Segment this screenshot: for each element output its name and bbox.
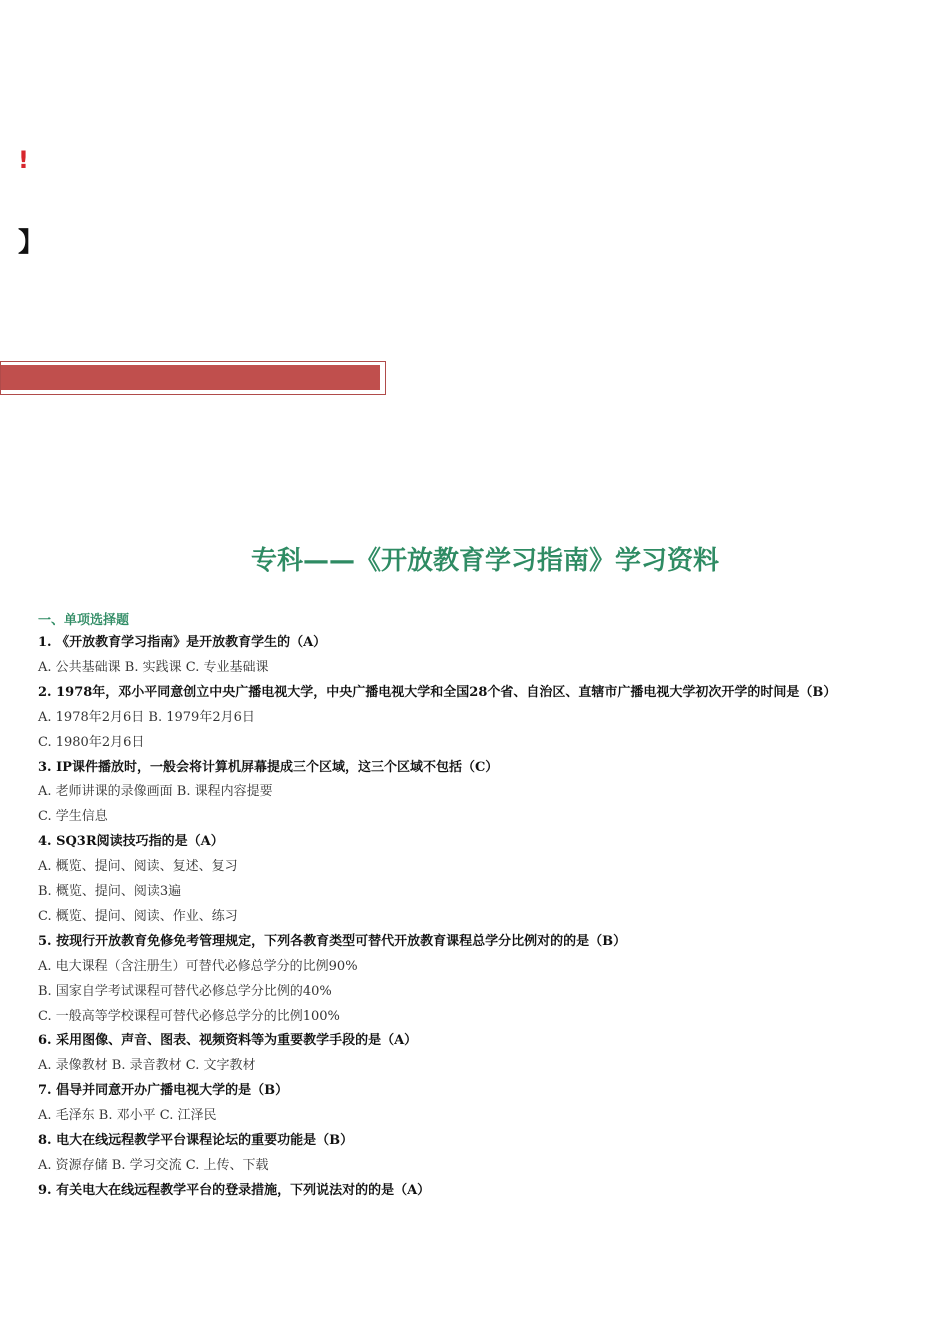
option-line: B. 概览、提问、阅读3遍 <box>38 884 182 899</box>
option-line: A. 公共基础课 B. 实践课 C. 专业基础课 <box>38 659 269 675</box>
red-banner-bar <box>0 361 386 395</box>
option-line: A. 资源存储 B. 学习交流 C. 上传、下载 <box>38 1157 269 1173</box>
red-exclamation-mark: ! <box>18 146 29 174</box>
question-line: 1. 《开放教育学习指南》是开放教育学生的（A） <box>38 635 327 650</box>
option-line: A. 概览、提问、阅读、复述、复习 <box>38 859 238 875</box>
question-line: 8. 电大在线远程教学平台课程论坛的重要功能是（B） <box>38 1133 354 1148</box>
question-line: 3. IP课件播放时，一般会将计算机屏幕提成三个区域，这三个区域不包括（C） <box>38 759 499 775</box>
option-line: A. 录像教材 B. 录音教材 C. 文字教材 <box>38 1058 256 1074</box>
option-line: A. 老师讲课的录像画面 B. 课程内容提要 <box>38 784 273 800</box>
option-line: A. 电大课程（含注册生）可替代必修总学分的比例90% <box>38 958 358 974</box>
question-line: 6. 采用图像、声音、图表、视频资料等为重要教学手段的是（A） <box>38 1033 418 1049</box>
option-line: C. 一般高等学校课程可替代必修总学分的比例100% <box>38 1008 340 1024</box>
section-heading: 一、单项选择题 <box>38 613 130 628</box>
document-title: 专科——《开放教育学习指南》学习资料 <box>250 546 719 576</box>
option-line: C. 学生信息 <box>38 809 108 825</box>
option-line: A. 1978年2月6日 B. 1979年2月6日 <box>38 709 255 725</box>
question-line: 4. SQ3R阅读技巧指的是（A） <box>38 834 224 850</box>
option-line: B. 国家自学考试课程可替代必修总学分比例的40% <box>38 983 332 999</box>
question-line: 9. 有关电大在线远程教学平台的登录措施，下列说法对的的是（A） <box>38 1182 431 1198</box>
question-line: 5. 按现行开放教育免修免考管理规定，下列各教育类型可替代开放教育课程总学分比例对的的是（B） <box>38 933 627 949</box>
black-bracket-mark: 】 <box>18 228 45 258</box>
option-line: C. 1980年2月6日 <box>38 734 145 750</box>
question-line: 2. 1978年，邓小平同意创立中央广播电视大学，中央广播电视大学和全国28个省、自治区、直辖市广播电视大学初次开学的时间是（B） <box>38 684 837 700</box>
red-banner-fill <box>1 365 380 390</box>
option-line: A. 毛泽东 B. 邓小平 C. 江泽民 <box>38 1108 217 1124</box>
option-line: C. 概览、提问、阅读、作业、练习 <box>38 908 238 924</box>
question-line: 7. 倡导并同意开办广播电视大学的是（B） <box>38 1083 289 1099</box>
